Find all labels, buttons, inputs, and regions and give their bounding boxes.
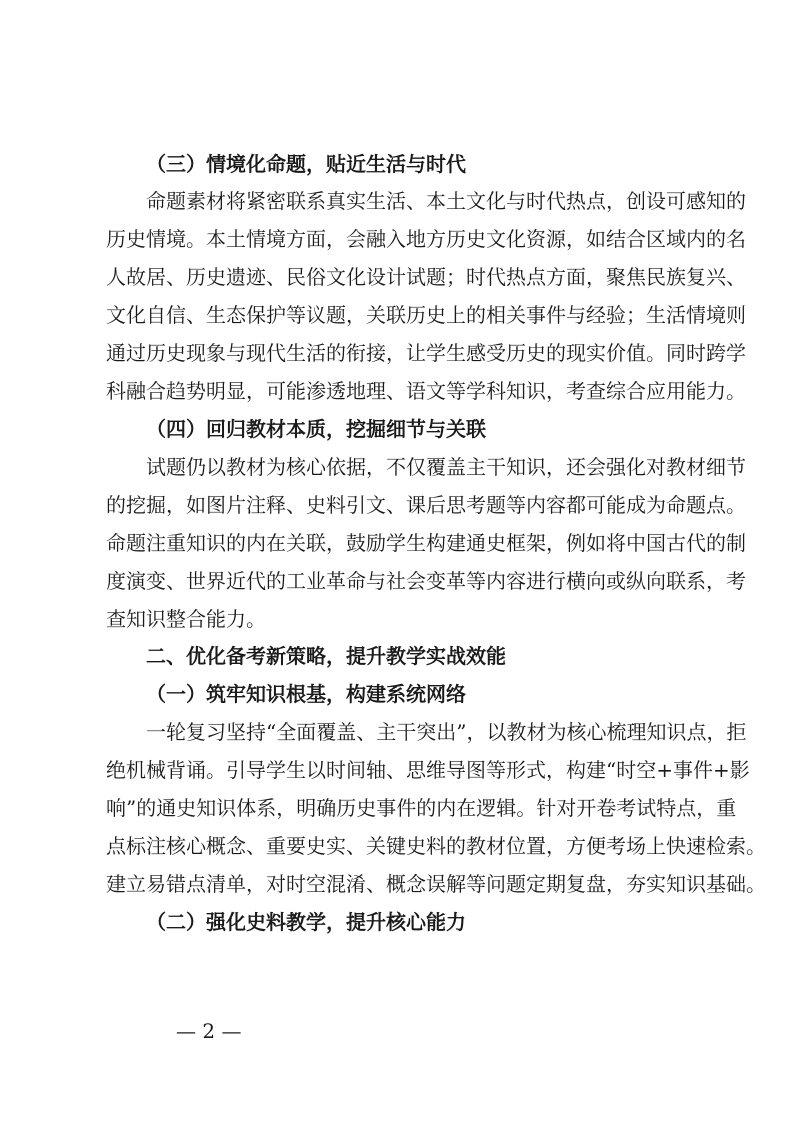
paragraph-line: 响”的通史知识体系，明确历史事件的内在逻辑。针对开卷考试特点，重 xyxy=(106,796,737,820)
paragraph-line: 的挖掘，如图片注释、史料引文、课后思考题等内容都可能成为命题点。 xyxy=(106,493,746,517)
paragraph-line: 人故居、历史遗迹、民俗文化设计试题；时代热点方面，聚焦民族复兴、 xyxy=(106,265,746,289)
paragraph-line: 试题仍以教材为核心依据，不仅覆盖主干知识，还会强化对教材细节 xyxy=(146,455,746,479)
paragraph-line: 点标注核心概念、重要史实、关键史料的教材位置，方便考场上快速检索。 xyxy=(106,834,766,858)
paragraph-line: 科融合趋势明显，可能渗透地理、语文等学科知识，考查综合应用能力。 xyxy=(106,379,746,403)
paragraph-line: 历史情境。本土情境方面，会融入地方历史文化资源，如结合区域内的名 xyxy=(106,227,746,251)
section-heading-historical-sources: （二）强化史料教学，提升核心能力 xyxy=(146,910,466,934)
paragraph-line: 一轮复习坚持“全面覆盖、主干突出”，以教材为核心梳理知识点，拒 xyxy=(146,720,747,744)
paragraph-line: 命题素材将紧密联系真实生活、本土文化与时代热点，创设可感知的 xyxy=(146,189,746,213)
page-number: — 2 — xyxy=(176,1019,242,1043)
paragraph-line: 绝机械背诵。引导学生以时间轴、思维导图等形式，构建“时空+事件+影 xyxy=(106,758,750,782)
paragraph-line: 查知识整合能力。 xyxy=(106,607,266,631)
part-heading-strategy: 二、优化备考新策略，提升教学实战效能 xyxy=(146,644,506,668)
paragraph-line: 通过历史现象与现代生活的衔接，让学生感受历史的现实价值。同时跨学 xyxy=(106,341,746,365)
section-heading-situational: （三）情境化命题，贴近生活与时代 xyxy=(146,152,466,176)
paragraph-line: 文化自信、生态保护等议题，关联历史上的相关事件与经验；生活情境则 xyxy=(106,303,746,327)
paragraph-line: 建立易错点清单，对时空混淆、概念误解等问题定期复盘，夯实知识基础。 xyxy=(106,872,766,896)
section-heading-knowledge: （一）筑牢知识根基，构建系统网络 xyxy=(146,682,466,706)
paragraph-line: 度演变、世界近代的工业革命与社会变革等内容进行横向或纵向联系，考 xyxy=(106,569,746,593)
section-heading-textbook: （四）回归教材本质，挖掘细节与关联 xyxy=(146,417,486,441)
paragraph-line: 命题注重知识的内在关联，鼓励学生构建通史框架，例如将中国古代的制 xyxy=(106,531,746,555)
